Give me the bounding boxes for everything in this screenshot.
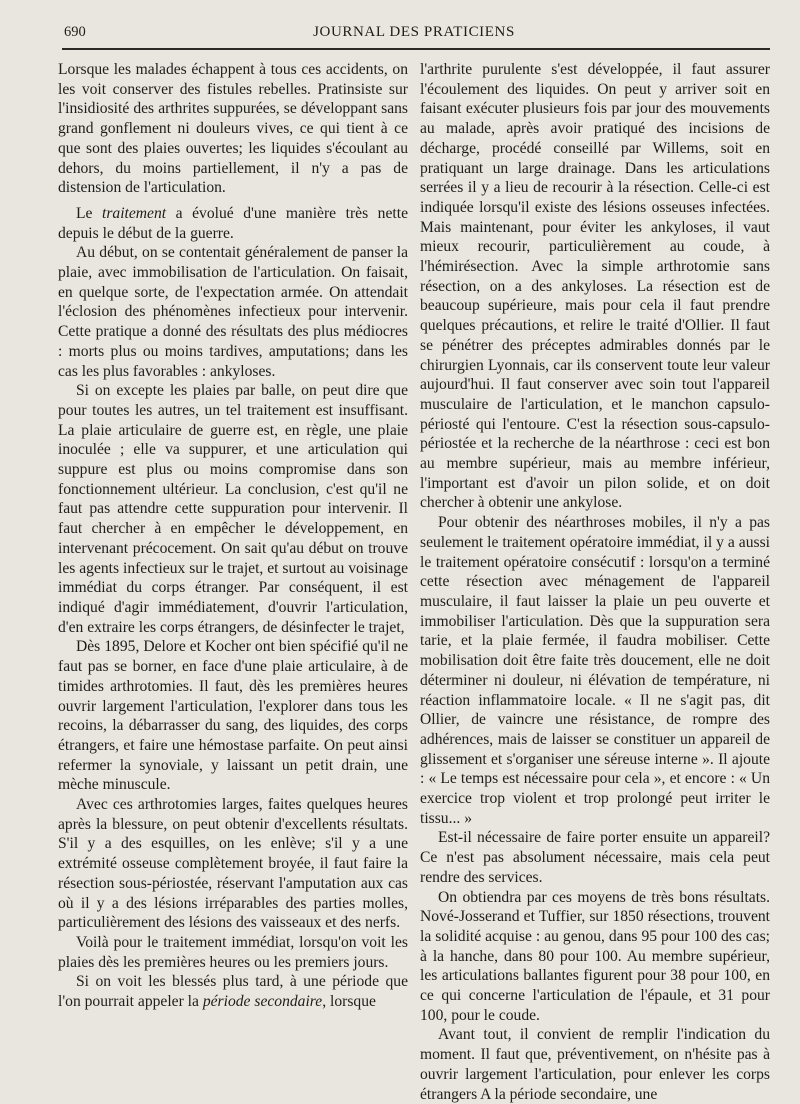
paragraph: Si on excepte les plaies par balle, on peut dire que pour toutes les autres, un tel traitement est insuffisant. La plaie articulaire de guerre est, en règle, une plaie inoculée ; elle va suppurer, et une articulation qui suppure est plus ou moins compromise dans son fonctionnement ultérieur. La conclusion, c'est qu'il ne faut pas attendre cette suppuration pour intervenir. Il faut chercher à en empêcher le développement, en intervenant précocement. On sait qu'au début on trouve les agents infectieux sur le trajet, et surtout au voisinage immédiat du corps étranger. Par conséquent, il est indiqué d'agir immédiatement, d'ouvrir l'articulation, d'en extraire les corps étrangers, de désinfecter le trajet, bbox=[58, 382, 408, 636]
page-header bbox=[58, 22, 770, 44]
paragraph: Dès 1895, Delore et Kocher ont bien spécifié qu'il ne faut pas se borner, en face d'une plaie articulaire, à de timides arthrotomies. Il faut, dès les premières heures ouvrir largement l'articulation, l'explorer dans tous les recoins, la débarrasser du sang, des liquides, des corps étrangers, et faire une hémostase parfaite. On peut ainsi refermer la synoviale, y laissant un petit drain, une mèche minuscule. bbox=[58, 638, 408, 794]
paragraph: Pour obtenir des néarthroses mobiles, il n'y a pas seulement le traitement opératoire immédiat, il y a aussi le traitement opératoire consécutif : lorsqu'on a terminé cette résection avec ménagement de l'appareil musculaire, il faut laisser la plaie un peu ouverte et immobiliser l'articulation. Dès que la suppuration sera tarie, et la plaie fermée, il faudra mobiliser. Cette mobilisation doit être faite très doucement, elle ne doit déterminer ni douleur, ni élévation de température, ni réaction inflammatoire locale. « Il ne s'agit pas, dit Ollier, de vaincre une résistance, de rompre des adhérences, mais de laisser se constituer un appareil de glissement et s'organiser une séreuse interne ». Il ajoute : « Le temps est nécessaire pour cela », et encore : « Un exercice trop violent et trop prolongé peut irriter le tissu... » bbox=[420, 514, 770, 827]
paragraph: On obtiendra par ces moyens de très bons résultats. Nové-Josserand et Tuffier, sur 1850 résections, trouvent la solidité acquise : au genou, dans 95 pour 100 des cas; à la hanche, dans 80 pour 100. Au membre supérieur, les articulations ballantes figurent pour 38 pour 100, en ce qui concerne l'articulation de l'épaule, et 31 pour 100, pour le coude. bbox=[420, 888, 770, 1024]
paragraph: Avant tout, il convient de remplir l'indication du moment. Il faut que, préventivement, on n'hésite pas à ouvrir largement l'articulation, pour enlever les corps étrangers A la période secondaire, une bbox=[420, 1026, 770, 1103]
paragraph: Le traitement a évolué d'une manière très nette depuis le début de la guerre. bbox=[58, 204, 408, 242]
paragraph: Voilà pour le traitement immédiat, lorsqu'on voit les plaies dès les premières heures ou les premiers jours. bbox=[58, 933, 408, 971]
left-column bbox=[58, 60, 408, 1012]
running-title: JOURNAL DES PRATICIENS bbox=[313, 24, 515, 40]
paragraph: Si on voit les blessés plus tard, à une période que l'on pourrait appeler la période secondaire, lorsque bbox=[58, 973, 408, 1011]
paragraph: Est-il nécessaire de faire porter ensuite un appareil? Ce n'est pas absolument nécessaire, mais cela peut rendre des services. bbox=[420, 829, 770, 886]
header-rule bbox=[62, 48, 770, 50]
right-column bbox=[420, 60, 770, 1104]
paragraph: Lorsque les malades échappent à tous ces accidents, on les voit conserver des fistules rebelles. Pratinsiste sur l'insidiosité des arthrites suppurées, se développant sans grand gonflement ni douleurs vives, ce qui tient à ce que sont des plaies ouvertes; les liquides s'écoulant au dehors, du moins partiellement, il n'y a pas de distension de l'articulation. bbox=[58, 61, 408, 197]
paragraph: Avec ces arthrotomies larges, faites quelques heures après la blessure, on peut obtenir d'excellents résultats. S'il y a des esquilles, on les enlève; s'il y a une extrémité osseuse complètement broyée, il faut faire la résection sous-périostée, réservant l'amputation aux cas où il y a des lésions irréparables des parties molles, particulièrement des lésions des vaisseaux et des nerfs. bbox=[58, 796, 408, 932]
page-number: 690 bbox=[64, 24, 86, 40]
paragraph: Au début, on se contentait généralement de panser la plaie, avec immobilisation de l'articulation. On faisait, en quelque sorte, de l'expectation armée. On attendait l'éclosion des phénomènes infectieux pour intervenir. Cette pratique a donné des résultats des plus médiocres : morts plus ou moins tardives, amputations; dans les cas les plus favorables : ankyloses. bbox=[58, 244, 408, 380]
paragraph: l'arthrite purulente s'est développée, il faut assurer l'écoulement des liquides. On peut y arriver soit en faisant exécuter plusieurs fois par jour des mouvements au malade, après avoir pratiqué des incisions de décharge, procédé conseillé par Willems, soit en pratiquant un large drainage. Dans les articulations serrées il y a lieu de recourir à la résection. Celle-ci est indiquée lorsqu'il existe des lésions osseuses infectées. Mais maintenant, pour éviter les ankyloses, il vaut mieux recourir, particulièrement au coude, à l'hémirésection. Avec la simple arthrotomie sans résection, on a des ankyloses. La résection est de beaucoup supérieure, mais pour cela il faut prendre quelques précautions, et relire le traité d'Ollier. Il faut se pénétrer des préceptes admirables donnés par le chirurgien Lyonnais, car ils conservent toute leur valeur aujourd'hui. Il faut conserver avec soin tout l'appareil musculaire de l'articulation, et le manchon capsulo-périosté qui l'entoure. C'est la résection sous-capsulo-périostée et la recherche de la néarthrose : ceci est bon au membre supérieur, mais au membre inférieur, l'important est d'avoir un pilon solide, et on doit chercher à obtenir une ankylose. bbox=[420, 61, 770, 512]
